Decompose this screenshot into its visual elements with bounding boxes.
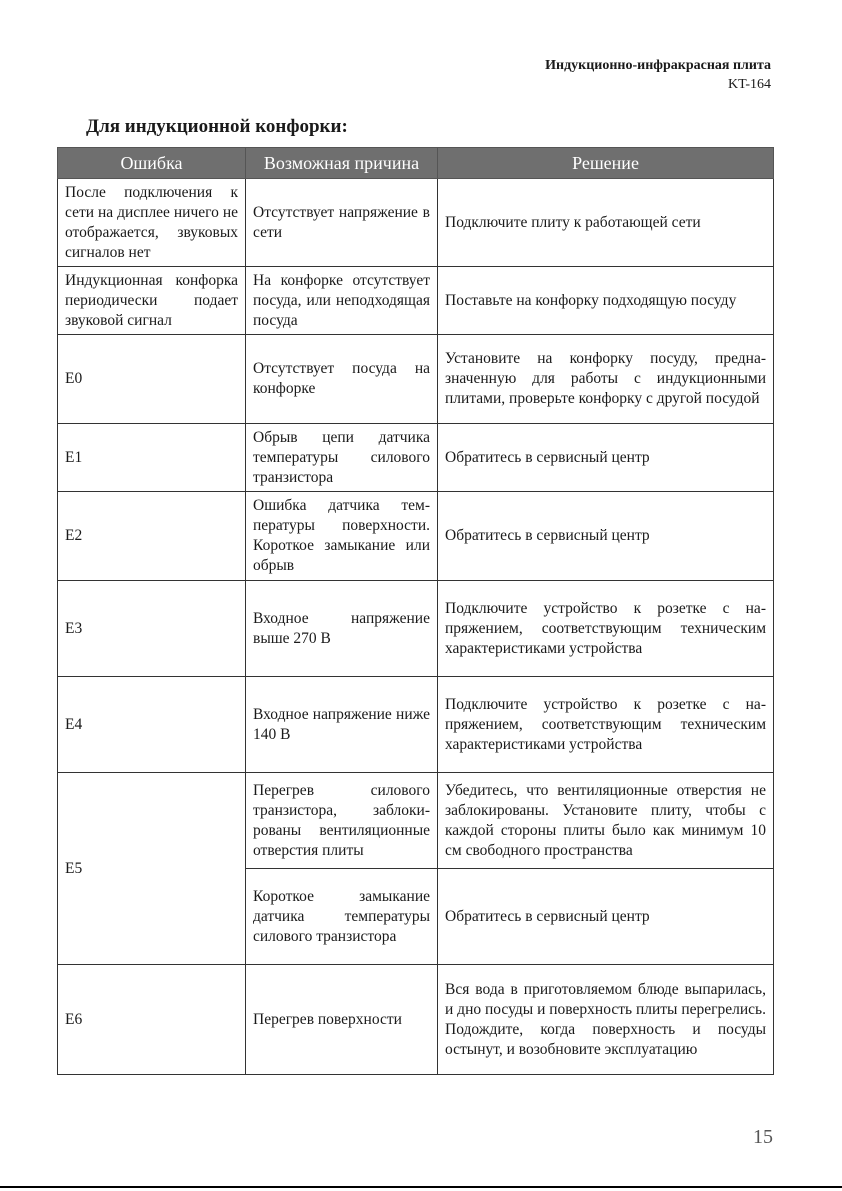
table-row — [58, 335, 774, 424]
bottom-divider — [0, 1186, 842, 1188]
solution-cell: Поставьте на конфорку подходящую посуду — [438, 267, 774, 335]
error-table — [57, 147, 774, 1075]
table-row — [58, 677, 774, 773]
cause-cell: Входное напряжение ниже 140 В — [246, 677, 438, 773]
table-row — [58, 267, 774, 335]
cause-cell: Ошибка датчика температуры поверхности. Короткое замыкание или обрыв — [246, 492, 438, 581]
error-cell: E6 — [58, 965, 246, 1075]
table-row — [58, 424, 774, 492]
solution-cell: Убедитесь, что вентиляционные отверстия не заблокированы. Установите плиту, чтобы с каждой стороны плиты было как минимум 10 см свободного пространства — [438, 773, 774, 869]
model-number: KT-164 — [727, 77, 771, 92]
error-cell: E3 — [58, 581, 246, 677]
table-row — [58, 965, 774, 1075]
cause-cell: Перегрев поверхности — [246, 965, 438, 1075]
solution-cell: Обратитесь в сервисный центр — [438, 492, 774, 581]
column-header-cause: Возможная причина — [246, 148, 438, 179]
cause-cell: Обрыв цепи датчика температуры силового транзистора — [246, 424, 438, 492]
table-row — [58, 179, 774, 267]
page-number: 15 — [753, 1126, 773, 1148]
error-cell: E1 — [58, 424, 246, 492]
solution-cell: Подключите устройство к розетке с напряжением, соответствующим техническим характеристиками устройства — [438, 677, 774, 773]
section-title: Для индукционной конфорки: — [86, 116, 348, 137]
column-header-solution: Решение — [438, 148, 774, 179]
table-row — [58, 773, 774, 869]
column-header-error: Ошибка — [58, 148, 246, 179]
cause-cell: Перегрев силового транзистора, заблокированы вентиляционные отверстия плиты — [246, 773, 438, 869]
error-cell: E5 — [58, 773, 246, 965]
table-header-row — [58, 148, 774, 179]
page-header — [545, 56, 771, 94]
solution-cell: Подключите устройство к розетке с напряжением, соответствующим техническим характеристиками устройства — [438, 581, 774, 677]
solution-cell: Обратитесь в сервисный центр — [438, 869, 774, 965]
solution-cell: Подключите плиту к работающей сети — [438, 179, 774, 267]
table-row — [58, 581, 774, 677]
solution-cell: Установите на конфорку посуду, предназначенную для работы с индукционными плитами, проверьте конфорку с другой посудой — [438, 335, 774, 424]
solution-cell: Обратитесь в сервисный центр — [438, 424, 774, 492]
cause-cell: На конфорке отсутствует посуда, или неподходящая посуда — [246, 267, 438, 335]
error-cell: E4 — [58, 677, 246, 773]
error-cell: E2 — [58, 492, 246, 581]
cause-cell: Короткое замыкание датчика температуры силового транзистора — [246, 869, 438, 965]
table-row — [58, 492, 774, 581]
solution-cell: Вся вода в приготовляемом блюде выпарилась, и дно посуды и поверхность плиты перегрелись. Подождите, когда поверхность и посуды остынут, и возобновите эксплуатацию — [438, 965, 774, 1075]
error-cell: После подключения к сети на дисплее ничего не отображается, звуковых сигналов нет — [58, 179, 246, 267]
error-cell: E0 — [58, 335, 246, 424]
error-cell: Индукционная конфорка периодически подает звуковой сигнал — [58, 267, 246, 335]
cause-cell: Отсутствует напряжение в сети — [246, 179, 438, 267]
cause-cell: Отсутствует посуда на конфорке — [246, 335, 438, 424]
cause-cell: Входное напряжение выше 270 В — [246, 581, 438, 677]
product-name: Индукционно-инфракрасная плита — [545, 58, 771, 73]
